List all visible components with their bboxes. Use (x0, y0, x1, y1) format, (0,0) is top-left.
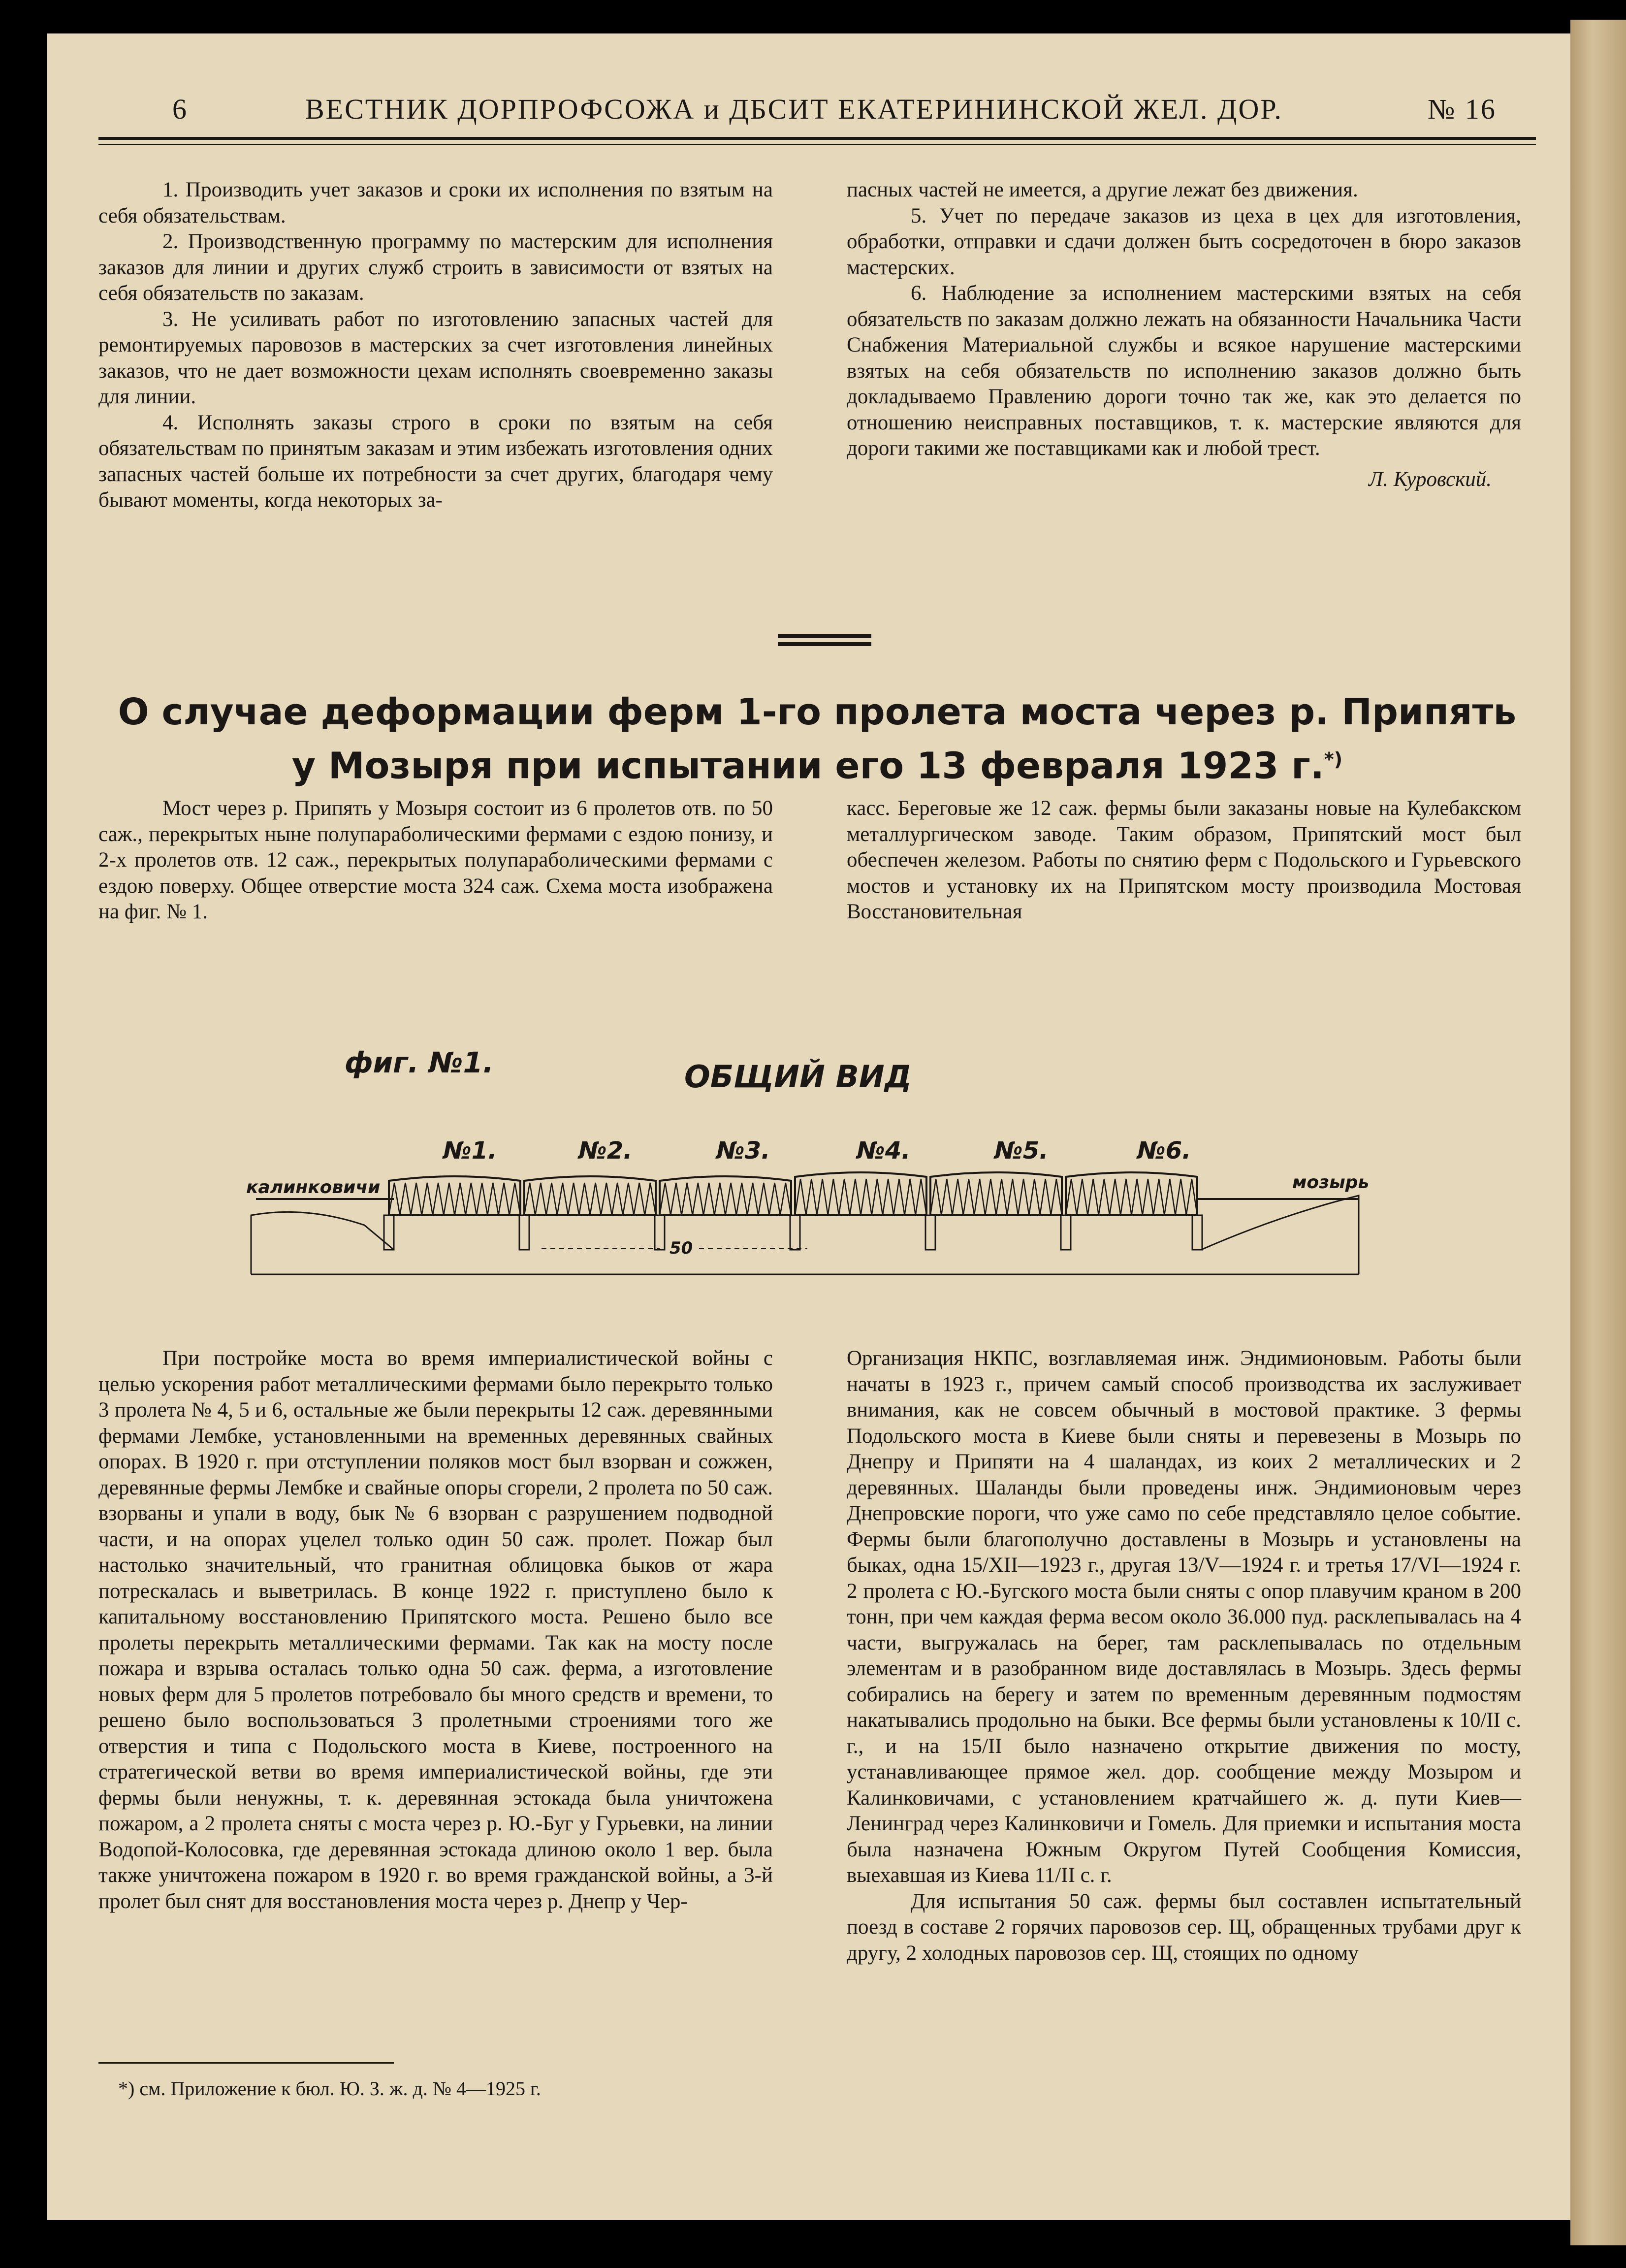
dimension-label: 50 (670, 1238, 693, 1258)
truss-web (930, 1179, 1062, 1215)
header-rule-thick (98, 137, 1536, 140)
top-right-column (847, 177, 1521, 492)
article-title-line2 (98, 736, 1536, 790)
span-label-6: №6. (1137, 1137, 1191, 1165)
pier (790, 1215, 800, 1250)
paragraph: касс. Береговые же 12 саж. фермы были заказаны новые на Кулебакском металлургическом заводе. Таким образом, Припятский мост был обеспечен железом. Работы по снятию ферм с Подольского и Гурьевского мостов и установку их на Припятском мосту производила Мостовая Восстановительная (847, 797, 1521, 923)
pier (1192, 1215, 1202, 1250)
page-number: 6 (172, 93, 188, 125)
footnote-rule (98, 2062, 394, 2064)
figure-caption: фиг. №1. (345, 1046, 494, 1079)
paragraph: При постройке моста во время империалистической войны с целью ускорения работ металлическими фермами было перекрыто только 3 пролета № 4, 5 и 6, остальные же были перекрыты 12 саж. деревянными фермами Лембке, установленными на временных деревянных свайных опорах. В 1920 г. при отступлении поляков мост был взорван и сожжен, деревянные фермы Лембке и свайные опоры сгорели, 2 пролета по 50 саж. взорваны и упали в воду, бык № 6 взорван с разрушением подводной части, и на опорах уцелел только один 50 саж. пролет. Пожар был настолько значительный, что гранитная облицовка быков от жара потрескалась и выветрилась. В конце 1922 г. приступлено было к капитальному восстановлению Припятского моста. Решено было все пролеты перекрыть металлическими фермами. Так как на мосту после пожара и взрыва осталась только одна 50 саж. ферма, а изготовление новых ферм для 5 пролетов потребовало бы много средств и времени, то решено было воспользоваться 3 пролетными строениями того же отверстия и типа с Подольского моста в Киеве, построенного на стратегической ветви во время империалистической войны, где эти фермы были ненужны, т. к. деревянная эстокада была уничтожена пожаром, а 2 пролета сняты с моста через р. Ю.-Буг у Гурьевки, на линии Водопой-Колосовка, где деревянная эстокада длиною около 1 вер. была также уничтожена пожаром в 1920 г. во время гражданской войны, а 3-й пролет был снят для восстановления моста через р. Днепр у Чер- (98, 1347, 773, 1913)
left-bank-outline (251, 1212, 394, 1274)
truss-chord (930, 1172, 1062, 1215)
bridge-structure (251, 1172, 1359, 1274)
article-title-line1: О случае деформации ферм 1-го пролета моста через р. Припять (118, 691, 1517, 733)
truss-chord (795, 1172, 926, 1215)
truss-chord (524, 1176, 656, 1215)
span-label-3: №3. (716, 1137, 770, 1165)
bridge-figure (246, 1018, 1418, 1333)
footnote-text: *) см. Приложение к бюл. Ю. З. ж. д. № 4—1925 г. (118, 2077, 541, 2100)
top-left-column (98, 177, 773, 514)
right-bank-label: мозырь (1292, 1172, 1370, 1193)
pier (519, 1215, 529, 1250)
figure-title: ОБЩИЙ ВИД (684, 1059, 912, 1095)
truss-web (660, 1183, 791, 1215)
span-label-2: №2. (578, 1137, 633, 1165)
truss-web (1066, 1179, 1197, 1215)
issue-number: № 16 (1428, 93, 1497, 125)
newspaper-page (98, 93, 1536, 2111)
truss-web (524, 1183, 656, 1215)
span-label-1: №1. (443, 1137, 497, 1165)
truss-chord (389, 1176, 520, 1215)
paragraph: 3. Не усиливать работ по изготовлению запасных частей для ремонтируемых паровозов в мастерских за счет изготовления линейных заказов, что не дает возможности цехам исполнять своевременно заказы для линии. (98, 307, 773, 408)
paragraph: 2. Производственную программу по мастерским для исполнения заказов для линии и других служб строить в зависимости от взятых на себя обязательств по заказам. (98, 230, 773, 305)
span-label-5: №5. (994, 1137, 1049, 1165)
right-bank-outline (1201, 1196, 1359, 1274)
article-title-text: у Мозыря при испытании его 13 февраля 1923 г. (291, 745, 1324, 787)
page-edge (1570, 20, 1626, 2245)
paragraph: 5. Учет по передаче заказов из цеха в цех для изготовления, обработки, отправки и сдачи должен быть сосредоточен в бюро заказов мастерских. (847, 204, 1521, 279)
truss-web (389, 1183, 520, 1215)
pier (384, 1215, 394, 1250)
paragraph: Организация НКПС, возглавляемая инж. Эндимионовым. Работы были начаты в 1923 г., причем самый способ производства их заслуживает внимания, как не совсем обычный в мостовой практике. 3 фермы Подольского моста в Киеве были сняты и перевезены в Мозырь по Днепру и Припяти на 4 шаландах, из коих 2 металлических и 2 деревянных. Шаланды были проведены инж. Эндимионовым через Днепровские пороги, что уже само по себе представляло целое событие. Фермы были благополучно доставлены в Мозырь и установлены на быках, одна 15/XII—1923 г., другая 13/V—1924 г. и третья 17/VI—1924 г. 2 пролета с Ю.-Бугского моста были сняты с опор плавучим краном в 200 тонн, при чем каждая ферма весом около 36.000 пуд. расклепывалась на 4 части, выгружалась на берег, там расклепывалась по отдельным элементам и в разобранном виде доставлялась в Мозырь. Здесь фермы собирались на берегу и затем по временным деревянным подмостям накатывались продольно на быки. Все фермы были установлены к 10/II с. г., и на 15/II было назначено открытие движения по мосту, устанавливающее прямое жел. дор. сообщение между Мозыром и Калинковичами, с установлением кратчайшего ж. д. пути Киев—Ленинград через Калинковичи и Гомель. Для приемки и испытания моста была назначена Южным Округом Путей Сообщения Комиссия, выехавшая из Киева 11/II с. г. (847, 1347, 1521, 1887)
paragraph: Для испытания 50 саж. фермы был составлен испытательный поезд в составе 2 горячих паровозов сер. Щ, обращенных трубами друг к другу, 2 холодных паровозов сер. Щ, стоящих по одному (847, 1889, 1521, 1965)
section-divider-bottom (778, 642, 871, 646)
author-signature: Л. Куровский. (1369, 467, 1492, 491)
header-rule-thin (98, 144, 1536, 145)
paragraph: Мост через р. Припять у Мозыря состоит из 6 пролетов отв. по 50 саж., перекрытых ныне полупараболическими фермами с ездою понизу, и 2-х пролетов отв. 12 саж., перекрытых полупараболическими фермами с ездою поверху. Общее отверстие моста 324 саж. Схема моста изображена на фиг. № 1. (98, 797, 773, 923)
pier (925, 1215, 935, 1250)
paragraph: 6. Наблюдение за исполнением мастерскими взятых на себя обязательств по заказам должно лежать на обязанности Начальника Части Снабжения Материальной службы и всякое нарушение мастерскими взятых на себя обязательств по исполнению заказов должно быть докладываемо Правлению дороги точно так же, как это делается по отношению неисправных поставщиков, т. к. мастерские являются для дороги такими же поставщиками как и любой трест. (847, 282, 1521, 460)
publication-title: ВЕСТНИК ДОРПРОФСОЖА и ДБСИТ ЕКАТЕРИНИНСКОЙ ЖЕЛ. ДОР. (305, 93, 1283, 125)
footnote-mark: *) (1324, 748, 1343, 770)
body-right-column (847, 1346, 1521, 1966)
span-label-4: №4. (857, 1137, 911, 1165)
truss-chord (660, 1176, 791, 1215)
paragraph: 1. Производить учет заказов и сроки их исполнения по взятым на себя обязательствам. (98, 178, 773, 227)
intro-right-column (847, 796, 1521, 925)
pier (1061, 1215, 1071, 1250)
left-bank-label: калинковичи (246, 1177, 381, 1198)
body-left-column (98, 1346, 773, 1914)
paragraph-continuation: пасных частей не имеется, а другие лежат без движения. (847, 178, 1358, 201)
pier (655, 1215, 665, 1250)
paragraph: 4. Исполнять заказы строго в сроки по взятым на себя обязательствам по принятым заказам и этим избежать изготовления одних запасных частей больше их потребности за счет других, благодаря чему бывают моменты, когда некоторых за- (98, 411, 773, 512)
truss-web (795, 1179, 926, 1215)
intro-left-column (98, 796, 773, 925)
bridge-diagram (246, 1018, 1418, 1333)
section-divider-top (778, 634, 871, 638)
truss-chord (1066, 1172, 1197, 1215)
running-header (98, 93, 1536, 135)
